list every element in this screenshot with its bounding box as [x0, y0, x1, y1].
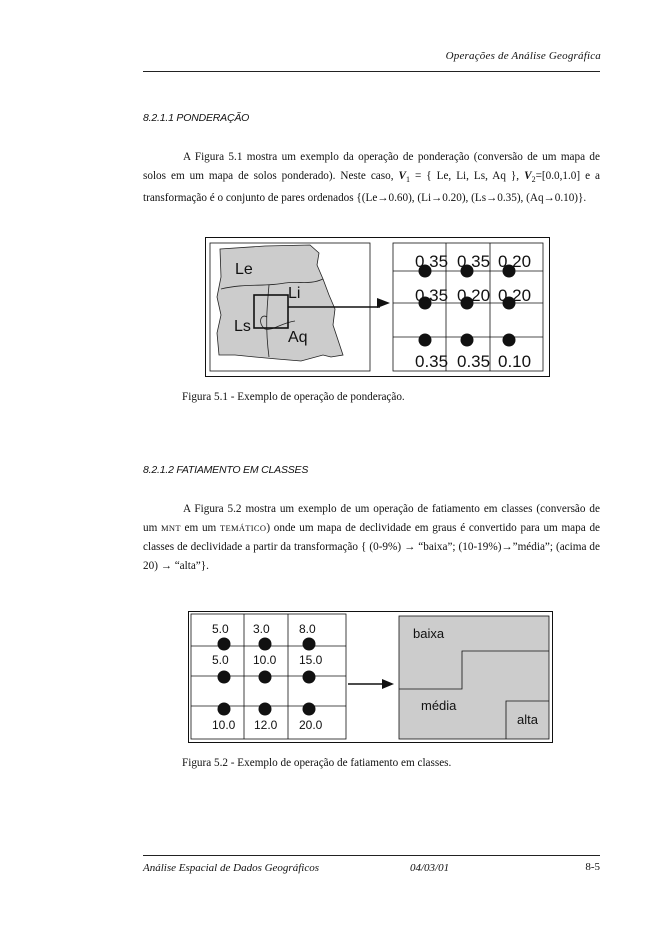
footer-title: Análise Espacial de Dados Geográficos	[143, 862, 319, 874]
running-header: Operações de Análise Geográfica	[445, 50, 601, 62]
grid-value: 0.10	[498, 352, 532, 371]
paragraph-text: = { Le, Li, Ls, Aq },	[409, 170, 525, 182]
grid-point	[259, 703, 272, 716]
grid-value: 10.0	[253, 653, 277, 667]
label-li: Li	[288, 285, 301, 302]
grid-value: 5.0	[212, 622, 229, 636]
grid-value: 3.0	[253, 622, 270, 636]
grid-value: 0.20	[498, 286, 532, 305]
figure-5-1	[205, 237, 550, 377]
header-rule	[143, 71, 600, 72]
paragraph-fatiamento	[143, 500, 600, 576]
grid-value: 10.0	[212, 718, 236, 732]
label-le: Le	[235, 261, 253, 278]
grid-point	[303, 671, 316, 684]
grid-point	[218, 638, 231, 651]
grid-point	[419, 334, 432, 347]
figure-5-2	[188, 611, 553, 743]
paragraph-ponderacao	[143, 148, 600, 208]
grid-value: 0.20	[498, 252, 532, 271]
paragraph-text: A Figura 5.2 mostra um exemplo de um operação de fatiamento em classes (conversão de um	[143, 503, 600, 534]
grid-point	[218, 703, 231, 716]
grid-value: 0.35	[415, 352, 449, 371]
var-v1-sub: 1	[405, 175, 410, 185]
grid-point	[303, 638, 316, 651]
grid-value: 5.0	[212, 653, 229, 667]
term-tematico: TEMÁTICO	[220, 523, 267, 533]
var-v1: V	[398, 170, 406, 182]
grid-value: 0.35	[457, 352, 491, 371]
label-aq: Aq	[288, 329, 308, 346]
var-v2-sub: 2	[531, 175, 536, 185]
grid-point	[303, 703, 316, 716]
grid-value: 15.0	[299, 653, 323, 667]
footer-date: 04/03/01	[410, 862, 450, 874]
page-number: 8-5	[585, 861, 600, 873]
section-title-fatiamento: 8.2.1.2 FATIAMENTO EM CLASSES	[143, 464, 309, 476]
grid-value: 12.0	[254, 718, 278, 732]
class-label-media: média	[421, 698, 457, 713]
paragraph-text: ) onde um mapa de declividade em graus é convertido para um mapa de classes de declividade a partir da transformação { (0-9%) → “baixa”; (10-19%)→”média”; (acima de 20) → “alta”}.	[143, 522, 601, 572]
grid-value: 0.35	[415, 252, 449, 271]
grid-point	[259, 638, 272, 651]
paragraph-text: A Figura 5.1 mostra um exemplo da operação de ponderação (conversão de um mapa de solos em um mapa de solos ponderado). Neste caso,	[143, 151, 600, 182]
label-ls: Ls	[234, 318, 251, 335]
paragraph-text: =[0.0,1.0] e a transformação é o conjunto de pares ordenados {(Le→0.60), (Li→0.20), (Ls→0.35), (Aq→0.10)}.	[143, 170, 600, 205]
grid-point	[503, 334, 516, 347]
term-mnt: MNT	[161, 523, 181, 533]
footer-rule	[143, 855, 600, 856]
grid-value: 0.35	[457, 252, 491, 271]
paragraph-text: em um	[180, 522, 220, 534]
class-label-alta: alta	[517, 712, 538, 727]
var-v2: V	[524, 170, 532, 182]
grid-value: 20.0	[299, 718, 323, 732]
class-label-baixa: baixa	[413, 626, 445, 641]
grid-point	[461, 334, 474, 347]
grid-point	[218, 671, 231, 684]
grid-point	[259, 671, 272, 684]
grid-value: 0.35	[415, 286, 449, 305]
grid-value: 0.20	[457, 286, 491, 305]
figure-5-1-caption: Figura 5.1 - Exemplo de operação de ponderação.	[182, 391, 405, 403]
grid-value: 8.0	[299, 622, 316, 636]
figure-5-2-caption: Figura 5.2 - Exemplo de operação de fatiamento em classes.	[182, 757, 452, 769]
section-title-ponderacao: 8.2.1.1 PONDERAÇÃO	[143, 112, 250, 124]
